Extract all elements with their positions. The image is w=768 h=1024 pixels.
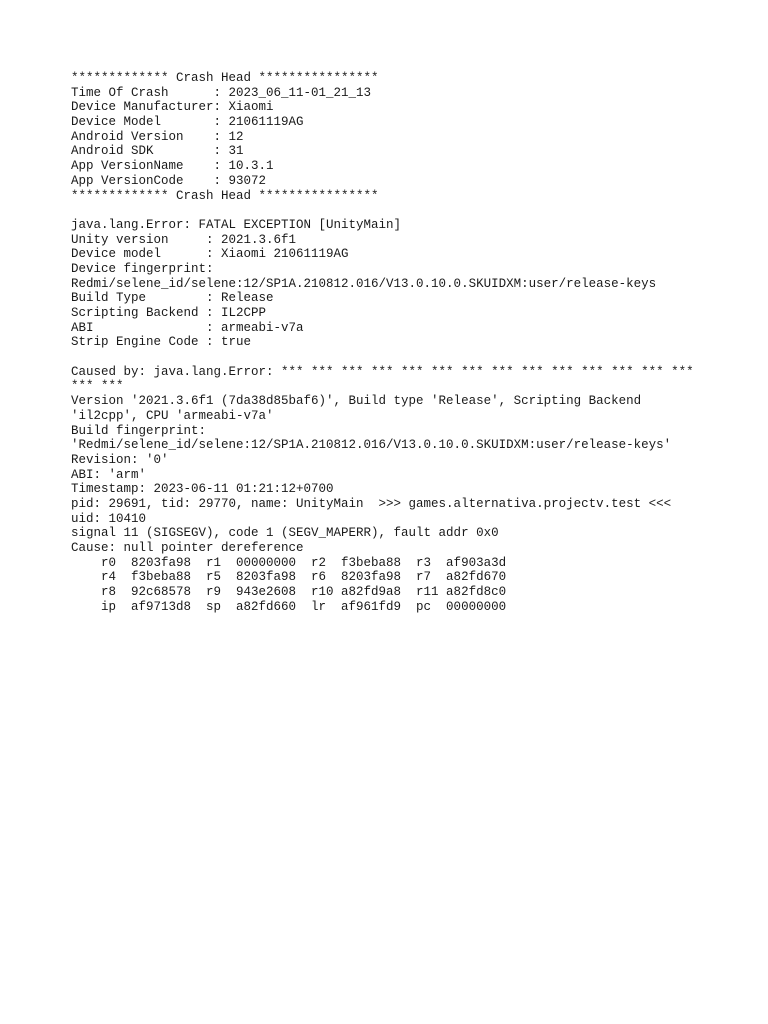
version-continuation: 'il2cpp', CPU 'armeabi-v7a' <box>71 408 274 423</box>
abi-line: ABI : armeabi-v7a <box>71 320 304 335</box>
device-model-line-2: Device model : Xiaomi 21061119AG <box>71 247 349 262</box>
revision-line: Revision: '0' <box>71 452 169 467</box>
abi-arm-line: ABI: 'arm' <box>71 467 147 482</box>
crash-log-document <box>71 71 731 614</box>
version-line: Version '2021.3.6f1 (7da38d85baf6)', Build type 'Release', Scripting Backend <box>71 394 642 409</box>
register-row: ip af9713d8 sp a82fd660 lr af961fd9 pc 00000000 <box>71 599 507 614</box>
pid-line: pid: 29691, tid: 29770, name: UnityMain >>> games.alternativa.projectv.test <<< <box>71 496 672 511</box>
android-version-line: Android Version : 12 <box>71 129 244 144</box>
register-row: r8 92c68578 r9 943e2608 r10 a82fd9a8 r11 a82fd8c0 <box>71 585 507 600</box>
blank-line <box>71 203 731 218</box>
crash-head-banner-top: ************* Crash Head **************** <box>71 71 379 85</box>
android-sdk-line: Android SDK : 31 <box>71 144 244 159</box>
device-model-line: Device Model : 21061119AG <box>71 115 304 130</box>
cause-line: Cause: null pointer dereference <box>71 541 304 555</box>
register-row: r4 f3beba88 r5 8203fa98 r6 8203fa98 r7 a82fd670 <box>71 570 507 585</box>
fatal-exception-line: java.lang.Error: FATAL EXCEPTION [UnityMain] <box>71 217 402 232</box>
strip-engine-code-line: Strip Engine Code : true <box>71 335 252 350</box>
time-of-crash-line: Time Of Crash : 2023_06_11-01_21_13 <box>71 85 372 100</box>
uid-line: uid: 10410 <box>71 511 147 526</box>
unity-version-line: Unity version : 2021.3.6f1 <box>71 232 297 247</box>
signal-line: signal 11 (SIGSEGV), code 1 (SEGV_MAPERR), fault addr 0x0 <box>71 526 499 541</box>
timestamp-line: Timestamp: 2023-06-11 01:21:12+0700 <box>71 482 334 497</box>
build-fingerprint-value: 'Redmi/selene_id/selene:12/SP1A.210812.016/V13.0.10.0.SKUIDXM:user/release-keys' <box>71 438 672 453</box>
caused-by-line: Caused by: java.lang.Error: *** *** *** *** *** *** *** *** *** *** *** *** *** *** <box>71 364 694 379</box>
build-type-line: Build Type : Release <box>71 291 274 306</box>
blank-line <box>71 350 731 365</box>
scripting-backend-line: Scripting Backend : IL2CPP <box>71 306 267 320</box>
device-manufacturer-line: Device Manufacturer: Xiaomi <box>71 100 274 115</box>
register-row: r0 8203fa98 r1 00000000 r2 f3beba88 r3 af903a3d <box>71 555 507 570</box>
app-version-code-line: App VersionCode : 93072 <box>71 173 267 188</box>
crash-head-banner-bottom: ************* Crash Head **************** <box>71 188 379 203</box>
app-version-name-line: App VersionName : 10.3.1 <box>71 159 274 174</box>
device-fingerprint-label: Device fingerprint: <box>71 261 214 276</box>
caused-by-continuation: *** *** <box>71 379 124 394</box>
build-fingerprint-label: Build fingerprint: <box>71 423 207 438</box>
device-fingerprint-value: Redmi/selene_id/selene:12/SP1A.210812.016/V13.0.10.0.SKUIDXM:user/release-keys <box>71 276 657 291</box>
